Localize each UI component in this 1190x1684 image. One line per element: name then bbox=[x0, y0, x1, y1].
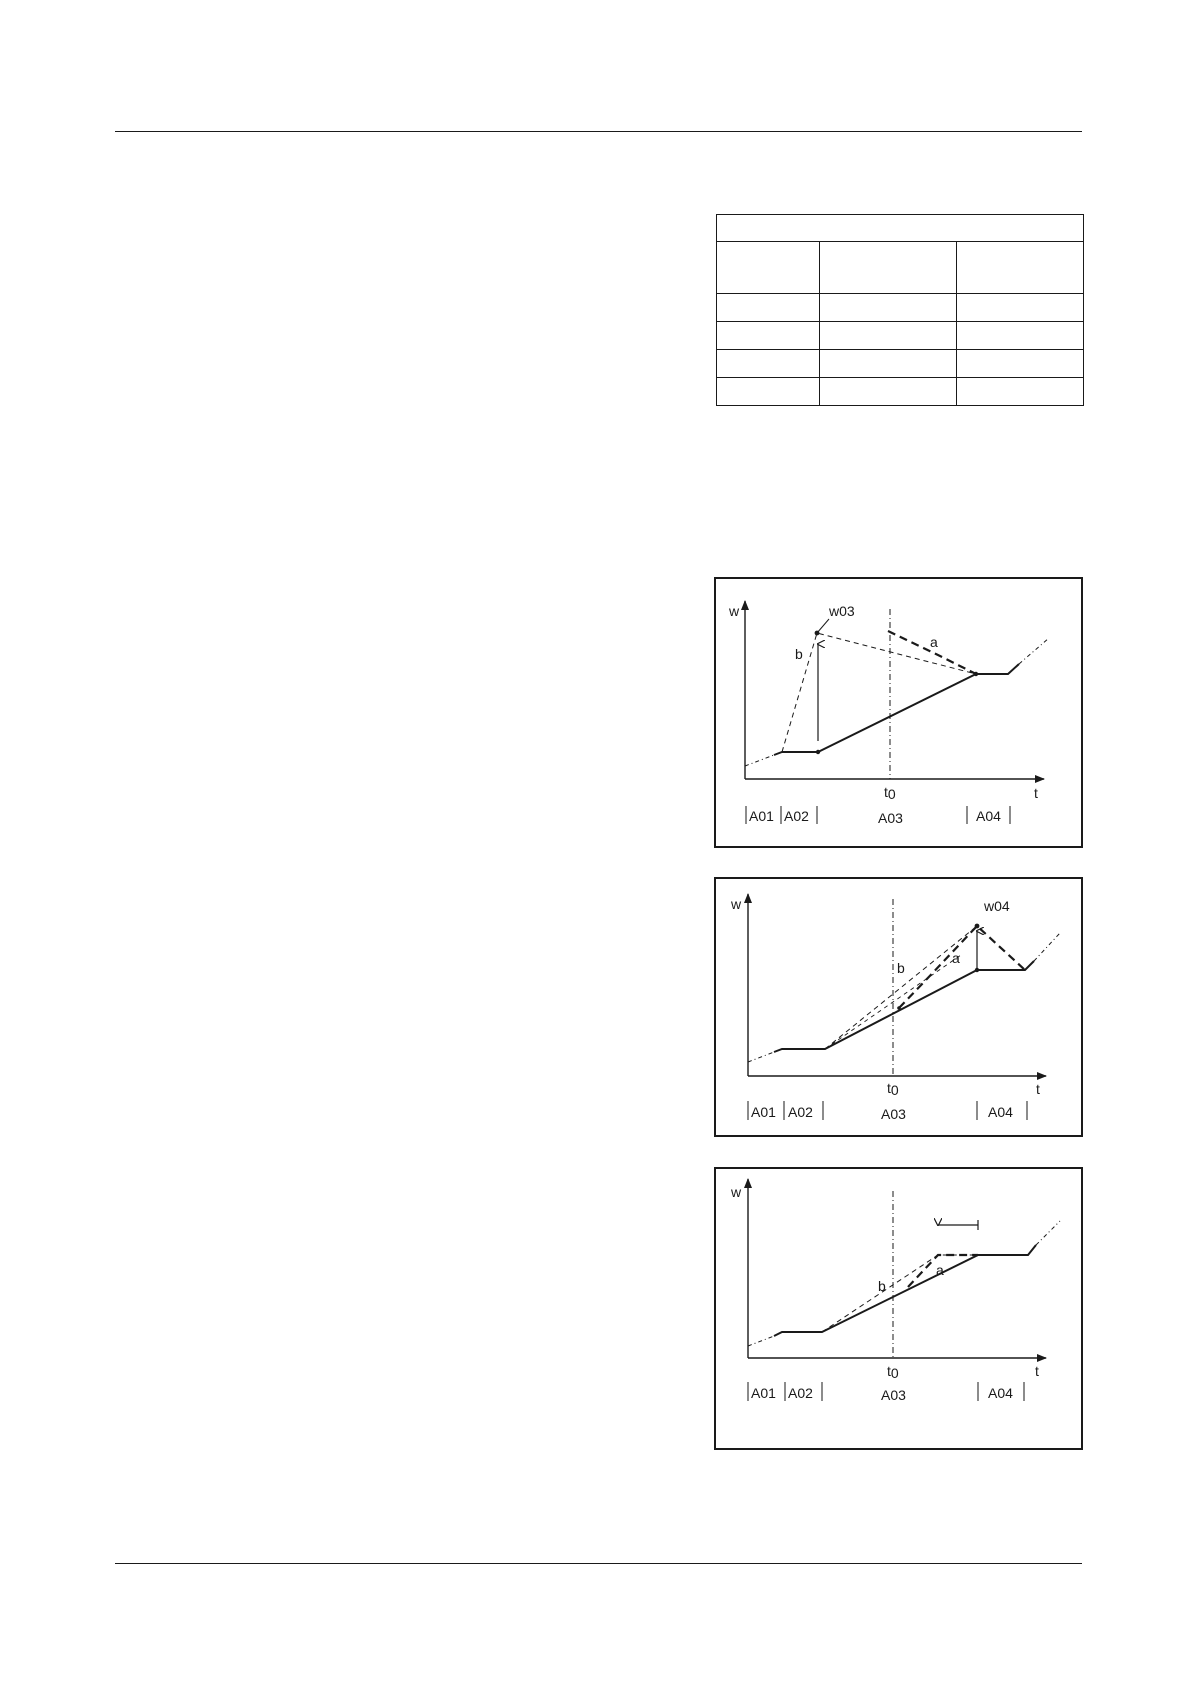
diagram-1 bbox=[714, 577, 1083, 848]
segment-label: A02 bbox=[788, 1385, 813, 1401]
entry-dashdot bbox=[745, 755, 774, 766]
segment-label: A01 bbox=[751, 1385, 776, 1401]
segment-label: A03 bbox=[881, 1106, 906, 1122]
curve-b bbox=[825, 926, 977, 1049]
point-t0 bbox=[897, 1006, 901, 1010]
exit-dashdot bbox=[1036, 1221, 1060, 1245]
table-cell bbox=[957, 294, 1084, 322]
x-axis-label: t bbox=[1035, 1363, 1039, 1379]
segment-label: A01 bbox=[751, 1104, 776, 1120]
curve-a-label: a bbox=[936, 1262, 944, 1278]
exit-dashdot bbox=[1034, 933, 1060, 961]
curve-a bbox=[899, 926, 1025, 1008]
table-cell bbox=[820, 378, 957, 406]
table-row bbox=[717, 294, 1084, 322]
exit-dashdot bbox=[1019, 638, 1049, 664]
t0-label: t0 bbox=[884, 784, 896, 802]
table-row bbox=[717, 350, 1084, 378]
table-cell bbox=[820, 322, 957, 350]
actual-path bbox=[774, 664, 1019, 755]
entry-dashdot bbox=[748, 1336, 774, 1346]
point-w03 bbox=[815, 631, 820, 636]
table-row bbox=[717, 322, 1084, 350]
header-rule bbox=[115, 131, 1082, 132]
table-header-1 bbox=[717, 242, 820, 294]
curve-b-label: b bbox=[897, 960, 905, 976]
table-cell bbox=[957, 322, 1084, 350]
marker-label: w04 bbox=[984, 898, 1010, 914]
y-axis-label: w bbox=[731, 1184, 742, 1200]
curve-b bbox=[782, 633, 976, 752]
table-cell bbox=[957, 378, 1084, 406]
t0-label: t0 bbox=[887, 1080, 899, 1098]
t0-label: t0 bbox=[887, 1363, 899, 1381]
table-cell bbox=[717, 322, 820, 350]
table-cell bbox=[717, 378, 820, 406]
table-title bbox=[717, 215, 1084, 242]
curve-a-label: a bbox=[930, 634, 938, 650]
table-cell bbox=[717, 294, 820, 322]
entry-dashdot bbox=[748, 1052, 774, 1062]
y-axis-label: w bbox=[731, 896, 742, 912]
diagram-3 bbox=[714, 1167, 1083, 1450]
x-axis-label: t bbox=[1034, 785, 1038, 801]
point-w04 bbox=[975, 924, 980, 929]
table-cell bbox=[717, 350, 820, 378]
table-cell bbox=[957, 350, 1084, 378]
point-start-rise bbox=[816, 750, 820, 754]
point-end-rise bbox=[975, 968, 979, 972]
diagram-2-svg bbox=[716, 879, 1081, 1135]
segment-label: A02 bbox=[788, 1104, 813, 1120]
table-cell bbox=[820, 294, 957, 322]
x-axis-label: t bbox=[1036, 1081, 1040, 1097]
segment-label: A03 bbox=[881, 1387, 906, 1403]
segment-label: A03 bbox=[878, 810, 903, 826]
diagram-3-svg bbox=[716, 1169, 1081, 1448]
segment-label: A02 bbox=[784, 808, 809, 824]
actual-path bbox=[774, 1245, 1036, 1336]
curve-b-label: b bbox=[795, 646, 803, 662]
table-cell bbox=[820, 350, 957, 378]
table-row bbox=[717, 378, 1084, 406]
curve-b-label: b bbox=[878, 1278, 886, 1294]
segment-label: A01 bbox=[749, 808, 774, 824]
info-table bbox=[716, 214, 1084, 406]
curve-a-label: a bbox=[952, 950, 960, 966]
diagram-1-svg bbox=[716, 579, 1081, 846]
table-header-3 bbox=[957, 242, 1084, 294]
point-end-rise bbox=[974, 672, 978, 676]
diagram-2 bbox=[714, 877, 1083, 1137]
table-header-2 bbox=[820, 242, 957, 294]
y-axis-label: w bbox=[729, 603, 740, 619]
segment-label: A04 bbox=[988, 1385, 1013, 1401]
segment-label: A04 bbox=[976, 808, 1001, 824]
marker-label: w03 bbox=[829, 603, 855, 619]
marker-leader bbox=[817, 619, 829, 633]
segment-label: A04 bbox=[988, 1104, 1013, 1120]
footer-rule bbox=[115, 1563, 1082, 1564]
